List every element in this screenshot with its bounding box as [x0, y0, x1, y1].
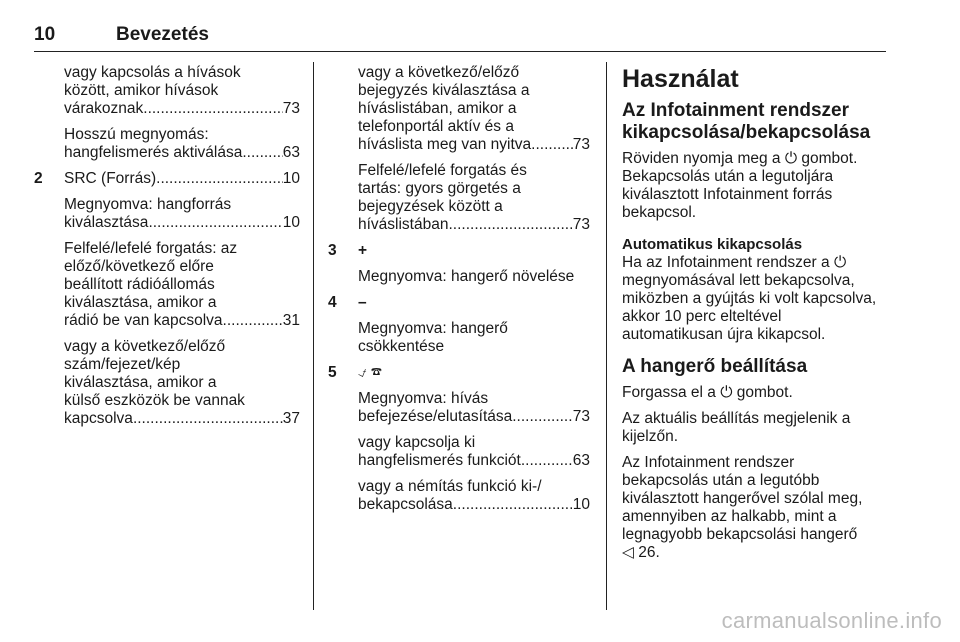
- section-title: Használat: [622, 65, 739, 93]
- list-item: [328, 390, 590, 426]
- page-ref[interactable]: 63: [572, 452, 590, 469]
- item-number: 2: [34, 170, 43, 187]
- text-line: kiválasztása, amikor a: [64, 374, 217, 391]
- list-item: [328, 268, 590, 286]
- list-item: [328, 242, 590, 260]
- paragraph: Forgassa el a ⏻ gombot.: [622, 384, 793, 401]
- page-ref[interactable]: 10: [282, 170, 300, 187]
- list-item: [328, 478, 590, 514]
- text-line: vagy kapcsolja ki: [358, 434, 476, 451]
- chapter-title: Bevezetés: [116, 24, 209, 45]
- page-ref[interactable]: 63: [282, 144, 300, 161]
- list-item: [34, 170, 300, 188]
- list-item: [34, 240, 300, 330]
- text-line: Megnyomva: hívás: [358, 390, 489, 407]
- page-ref[interactable]: ◁ 26.: [622, 544, 660, 561]
- text-line: Hosszú megnyomás:: [64, 126, 209, 143]
- text-line: bejegyzés kiválasztása a: [358, 82, 530, 99]
- paragraph: Röviden nyomja meg a ⏻ gombot. Bekapcsolás után a legutoljára kiválasztott Infotainment forrás bekapcsol.: [622, 150, 858, 221]
- watermark: carmanualsonline.info: [721, 608, 942, 633]
- list-item: [328, 364, 590, 382]
- text-line: telefonportál aktív és a: [358, 118, 514, 135]
- text-line: vagy a következő/előző: [64, 338, 226, 355]
- item-number: 5: [328, 364, 337, 381]
- text-line: csökkentése: [358, 338, 445, 355]
- page-ref[interactable]: 73: [572, 408, 590, 425]
- text-line: között, amikor hívások: [64, 82, 219, 99]
- column-3: [622, 64, 890, 570]
- toc-line: hangfelismerés funkciót ..... 63: [358, 452, 590, 470]
- text-line: vagy a némítás funkció ki-/: [358, 478, 542, 495]
- list-item: [328, 162, 590, 234]
- text-line: vagy kapcsolás a hívások: [64, 64, 241, 81]
- text-line: Megnyomva: hangerő növelése: [358, 268, 575, 285]
- text-line: előző/következő előre: [64, 258, 214, 275]
- paragraph: Ha az Infotainment rendszer a ⏻ megnyomásával lett bekapcsolva, miközben a gyújtás ki volt kapcsolva, akkor 10 perc elteltével automatikusan újra kikapcsol.: [622, 254, 877, 343]
- column-divider-1: [313, 62, 314, 610]
- text-line: kiválasztása, amikor a: [64, 294, 217, 311]
- subsection-title: A hangerő beállítása: [622, 356, 808, 377]
- text-line: beállított rádióállomás: [64, 276, 215, 293]
- toc-line: SRC (Forrás) ..... 10: [64, 170, 300, 188]
- text-line: Megnyomva: hangforrás: [64, 196, 232, 213]
- toc-line: várakoznak ..... 73: [64, 100, 300, 118]
- subsection-title: Az Infotainment rendszer kikapcsolása/bekapcsolása: [622, 100, 871, 143]
- list-item: [34, 64, 300, 118]
- column-divider-2: [606, 62, 607, 610]
- list-item: [34, 126, 300, 162]
- text-line: Megnyomva: hangerő: [358, 320, 508, 337]
- page-ref[interactable]: 10: [572, 496, 590, 513]
- phone-mute-icon: ⍻ ☎: [358, 364, 382, 381]
- text-line: bejegyzések között a: [358, 198, 503, 215]
- item-number: 4: [328, 294, 337, 311]
- list-item: [328, 294, 590, 312]
- list-item: [34, 196, 300, 232]
- list-item: [34, 338, 300, 428]
- toc-line: kapcsolva ..... 37: [64, 410, 300, 428]
- text-line: Felfelé/lefelé forgatás: az: [64, 240, 238, 257]
- plus-symbol: +: [358, 242, 368, 259]
- page-ref[interactable]: 73: [572, 136, 590, 153]
- text-line: tartás: gyors görgetés a: [358, 180, 521, 197]
- page-ref[interactable]: 73: [282, 100, 300, 117]
- page-ref[interactable]: 10: [282, 214, 300, 231]
- page-header: [34, 26, 886, 52]
- text-line: szám/fejezet/kép: [64, 356, 181, 373]
- minus-symbol: –: [358, 294, 367, 311]
- page-ref[interactable]: 73: [572, 216, 590, 233]
- toc-line: befejezése/elutasítása ..... 73: [358, 408, 590, 426]
- column-1: [34, 64, 300, 436]
- list-item: [328, 64, 590, 154]
- toc-line: híváslistában ..... 73: [358, 216, 590, 234]
- page-ref[interactable]: 31: [282, 312, 300, 329]
- text-line: Felfelé/lefelé forgatás és: [358, 162, 527, 179]
- text-line: vagy a következő/előző: [358, 64, 520, 81]
- text-line: híváslistában, amikor a: [358, 100, 517, 117]
- toc-line: hangfelismerés aktiválása ..... 63: [64, 144, 300, 162]
- item-number: 3: [328, 242, 337, 259]
- page-number: 10: [34, 24, 56, 45]
- list-item: [328, 320, 590, 356]
- page-ref[interactable]: 37: [282, 410, 300, 427]
- toc-line: rádió be van kapcsolva ..... 31: [64, 312, 300, 330]
- toc-line: bekapcsolása ..... 10: [358, 496, 590, 514]
- toc-line: kiválasztása ..... 10: [64, 214, 300, 232]
- paragraph: Az aktuális beállítás megjelenik a kijelzőn.: [622, 410, 851, 445]
- toc-line: híváslista meg van nyitva ..... 73: [358, 136, 590, 154]
- text-line: külső eszközök be vannak: [64, 392, 245, 409]
- list-item: [328, 434, 590, 470]
- minor-heading: Automatikus kikapcsolás: [622, 236, 803, 253]
- paragraph: Az Infotainment rendszer bekapcsolás után a legutóbb kiválasztott hangerővel szólal meg, amennyiben az halkabb, mint a legnagyobb bekapcsolási hangerő ◁ 26.: [622, 454, 890, 562]
- column-2: [328, 64, 590, 522]
